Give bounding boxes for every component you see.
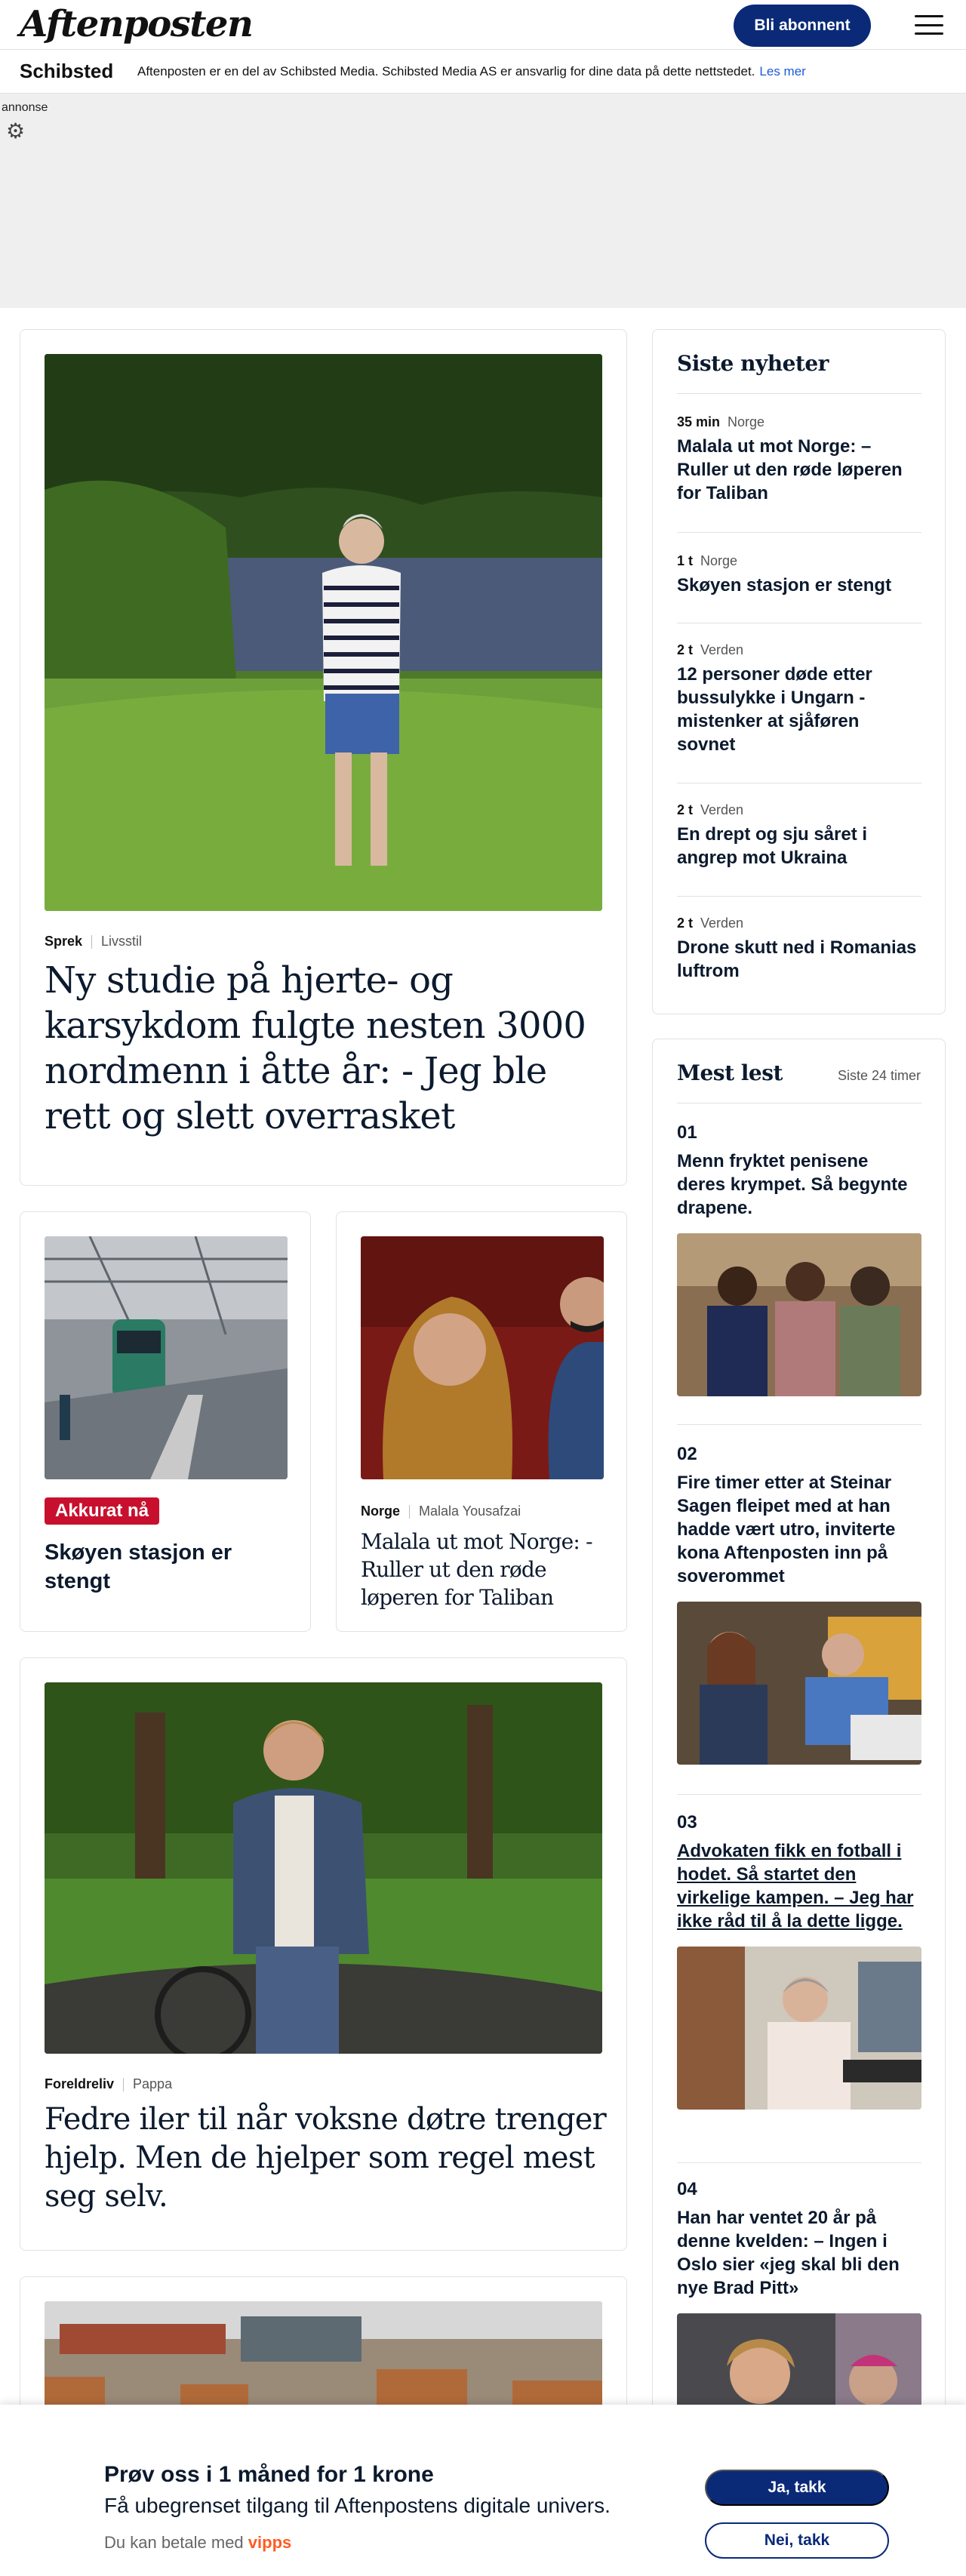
malala-tag[interactable]: Malala Yousafzai	[419, 1503, 521, 1519]
latest-item-3[interactable]: 2 t Verden 12 personer døde etter bussulykke i Ungarn - mistenker at sjåføren sovnet	[677, 642, 872, 755]
latest-item-2[interactable]: 1 t Norge Skøyen stasjon er stengt	[677, 553, 892, 596]
father-bicycle-photo	[45, 1682, 602, 2054]
lead-article-card[interactable]	[20, 329, 627, 1186]
malala-photo	[361, 1236, 604, 1479]
latest-item-1[interactable]: 35 min Norge Malala ut mot Norge: – Ruller ut den røde løperen for Taliban	[677, 414, 903, 503]
article-card-malala[interactable]	[336, 1211, 627, 1632]
site-logo[interactable]: Aftenposten	[20, 3, 253, 45]
gear-icon[interactable]: ⚙	[6, 119, 26, 143]
malala-kicker	[361, 1503, 521, 1519]
fedre-headline[interactable]: Fedre iler til når voksne døtre trenger hjelp. Men de hjelper som regel mest seg selv.	[45, 2102, 606, 2214]
latest-item-5[interactable]: 2 t Verden Drone skutt ned i Romanias luftrom	[677, 916, 917, 981]
most-read-item-2[interactable]: 02 Fire timer etter at Steinar Sagen fleipet med at han hadde vært utro, inviterte kona Aftenposten inn på soverommet	[677, 1444, 921, 1765]
most-read-panel	[652, 1039, 946, 2473]
read-more-link[interactable]: Les mer	[759, 63, 806, 78]
malala-headline[interactable]: Malala ut mot Norge: - Ruller ut den røde løperen for Taliban	[361, 1529, 592, 1610]
lead-photo	[45, 354, 602, 911]
banner-payment-note: Du kan betale med vipps	[104, 2533, 292, 2552]
subscription-banner	[0, 2405, 966, 2576]
schibsted-bar	[0, 50, 966, 94]
breaking-badge: Akkurat nå	[45, 1497, 159, 1525]
schibsted-notice: Aftenposten er en del av Schibsted Media. Schibsted Media AS er ansvarlig for dine data på dette nettstedet. Les mer	[137, 63, 806, 78]
most-read-item-3[interactable]: 03 Advokaten fikk en fotball i hodet. Så startet den virkelige kampen. – Jeg har ikke råd til å la dette ligge.	[677, 1812, 921, 2110]
lead-headline[interactable]: Ny studie på hjerte- og karsykdom fulgte nesten 3000 nordmenn i åtte år: - Jeg ble rett og slett overrasket	[45, 959, 586, 1137]
article-card-skoyen[interactable]	[20, 1211, 311, 1632]
lead-tag[interactable]: Livsstil	[101, 934, 143, 949]
decline-offer-button[interactable]: Nei, takk	[705, 2522, 889, 2559]
schibsted-logo: Schibsted	[20, 60, 114, 82]
most-read-period: Siste 24 timer	[837, 1068, 921, 1083]
ad-slot	[0, 94, 966, 308]
most-read-item-1[interactable]: 01 Menn fryktet penisene deres krympet. Så begynte drapene.	[677, 1122, 921, 1396]
most-read-item-4[interactable]: 04 Han har ventet 20 år på denne kvelden: – Ingen i Oslo sier «jeg skal bli den nye Brad Pitt»	[677, 2179, 921, 2476]
most-read-heading[interactable]: Mest lest	[677, 1060, 783, 1085]
lead-section[interactable]: Sprek	[45, 934, 83, 949]
fedre-section[interactable]: Foreldreliv	[45, 2076, 115, 2091]
banner-subheading: Få ubegrenset tilgang til Aftenpostens digitale univers.	[104, 2494, 611, 2517]
article-card-fedre[interactable]	[20, 1657, 627, 2251]
banner-heading: Prøv oss i 1 måned for 1 krone	[104, 2462, 434, 2487]
latest-news-panel	[652, 329, 946, 1014]
train-station-photo	[45, 1236, 288, 1479]
lead-kicker	[45, 934, 142, 949]
most-read-photo-3	[677, 1947, 921, 2110]
ad-label: annonse	[2, 101, 48, 114]
most-read-photo-2	[677, 1602, 921, 1765]
top-bar	[0, 0, 966, 50]
most-read-photo-1	[677, 1233, 921, 1396]
accept-offer-button[interactable]: Ja, takk	[705, 2470, 889, 2506]
skoyen-headline[interactable]: Skøyen stasjon er stengt	[45, 1540, 232, 1593]
latest-news-heading[interactable]: Siste nyheter	[677, 351, 829, 376]
subscribe-button[interactable]: Bli abonnent	[734, 5, 871, 47]
hamburger-icon[interactable]	[915, 15, 943, 35]
vipps-logo: vipps	[248, 2533, 292, 2552]
latest-item-4[interactable]: 2 t Verden En drept og sju såret i angrep mot Ukraina	[677, 802, 868, 868]
fedre-kicker	[45, 2076, 172, 2092]
fedre-tag[interactable]: Pappa	[133, 2076, 173, 2091]
malala-section[interactable]: Norge	[361, 1503, 401, 1519]
